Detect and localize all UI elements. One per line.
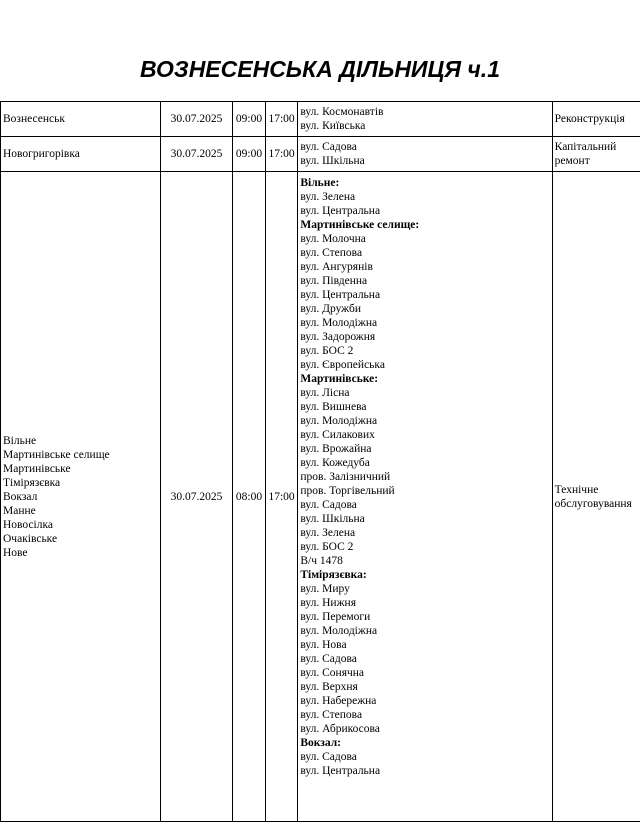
settlement-item: Тімірязєвка (3, 476, 158, 490)
settlement-cell: Вознесенськ (1, 102, 161, 137)
street-item: пров. Торгівельний (300, 484, 549, 498)
street-item: вул. Ангурянів (300, 260, 549, 274)
street-item: вул. Південна (300, 274, 549, 288)
street-item: вул. Садова (300, 140, 549, 154)
date-cell: 30.07.2025 (160, 137, 233, 172)
table-row (1, 172, 640, 822)
streets-cell (298, 102, 552, 137)
settlement-item: Мартинівське селище (3, 448, 158, 462)
start-time-cell: 09:00 (233, 102, 266, 137)
settlement-item: Вільне (3, 434, 158, 448)
street-item: вул. Перемоги (300, 610, 549, 624)
street-item: вул. Задорожня (300, 330, 549, 344)
street-item: вул. Київська (300, 119, 549, 133)
street-item: вул. БОС 2 (300, 540, 549, 554)
work-type-cell: Капітальний ремонт (552, 137, 640, 172)
street-item: вул. Зелена (300, 526, 549, 540)
street-item: вул. Абрикосова (300, 722, 549, 736)
work-type-cell: Технічне обслуговування (552, 172, 640, 822)
street-item: вул. Нова (300, 638, 549, 652)
settlement-group-heading: Мартинівське селище: (300, 218, 549, 232)
street-item: вул. Європейська (300, 358, 549, 372)
street-item: пров. Залізничний (300, 470, 549, 484)
street-item: вул. Степова (300, 246, 549, 260)
street-item: вул. Кожедуба (300, 456, 549, 470)
street-item: вул. Степова (300, 708, 549, 722)
settlement-group-heading: Вільне: (300, 176, 549, 190)
table-row (1, 102, 640, 137)
street-item: вул. Нижня (300, 596, 549, 610)
street-item: вул. Лісна (300, 386, 549, 400)
street-item: вул. Шкільна (300, 154, 549, 168)
settlement-item: Нове (3, 546, 158, 560)
street-item: вул. Садова (300, 750, 549, 764)
date-cell: 30.07.2025 (160, 172, 233, 822)
street-item: В/ч 1478 (300, 554, 549, 568)
street-item: вул. Молочна (300, 232, 549, 246)
start-time-cell: 09:00 (233, 137, 266, 172)
table-row (1, 137, 640, 172)
street-item: вул. Зелена (300, 190, 549, 204)
date-cell: 30.07.2025 (160, 102, 233, 137)
settlement-group-heading: Тімірязєвка: (300, 568, 549, 582)
settlement-group-heading: Вокзал: (300, 736, 549, 750)
settlement-item: Новосілка (3, 518, 158, 532)
street-item: вул. Миру (300, 582, 549, 596)
street-item: вул. Дружби (300, 302, 549, 316)
street-item: вул. Молодіжна (300, 414, 549, 428)
settlement-item: Очаківське (3, 532, 158, 546)
street-item: вул. Набережна (300, 694, 549, 708)
settlement-item: Вокзал (3, 490, 158, 504)
end-time-cell: 17:00 (265, 137, 298, 172)
street-item: вул. Вишнева (300, 400, 549, 414)
street-item: вул. Верхня (300, 680, 549, 694)
street-item: вул. Сонячна (300, 666, 549, 680)
street-item: вул. Шкільна (300, 512, 549, 526)
settlement-item: Мартинівське (3, 462, 158, 476)
work-type-cell: Реконструкція (552, 102, 640, 137)
street-item: вул. Молодіжна (300, 624, 549, 638)
street-item: вул. Центральна (300, 764, 549, 778)
settlement-group-heading: Мартинівське: (300, 372, 549, 386)
street-item: вул. БОС 2 (300, 344, 549, 358)
streets-cell (298, 172, 552, 822)
outage-schedule-table (0, 101, 640, 822)
street-item: вул. Центральна (300, 204, 549, 218)
streets-cell (298, 137, 552, 172)
street-item: вул. Врожайна (300, 442, 549, 456)
settlement-cell (1, 172, 161, 822)
street-item: вул. Силакових (300, 428, 549, 442)
document-title: ВОЗНЕСЕНСЬКА ДІЛЬНИЦЯ ч.1 (0, 56, 640, 83)
street-item: вул. Космонавтів (300, 105, 549, 119)
end-time-cell: 17:00 (265, 102, 298, 137)
settlement-item: Манне (3, 504, 158, 518)
street-item: вул. Центральна (300, 288, 549, 302)
settlement-cell: Новогригорівка (1, 137, 161, 172)
end-time-cell: 17:00 (265, 172, 298, 822)
street-item: вул. Садова (300, 652, 549, 666)
start-time-cell: 08:00 (233, 172, 266, 822)
street-item: вул. Садова (300, 498, 549, 512)
street-item: вул. Молодіжна (300, 316, 549, 330)
